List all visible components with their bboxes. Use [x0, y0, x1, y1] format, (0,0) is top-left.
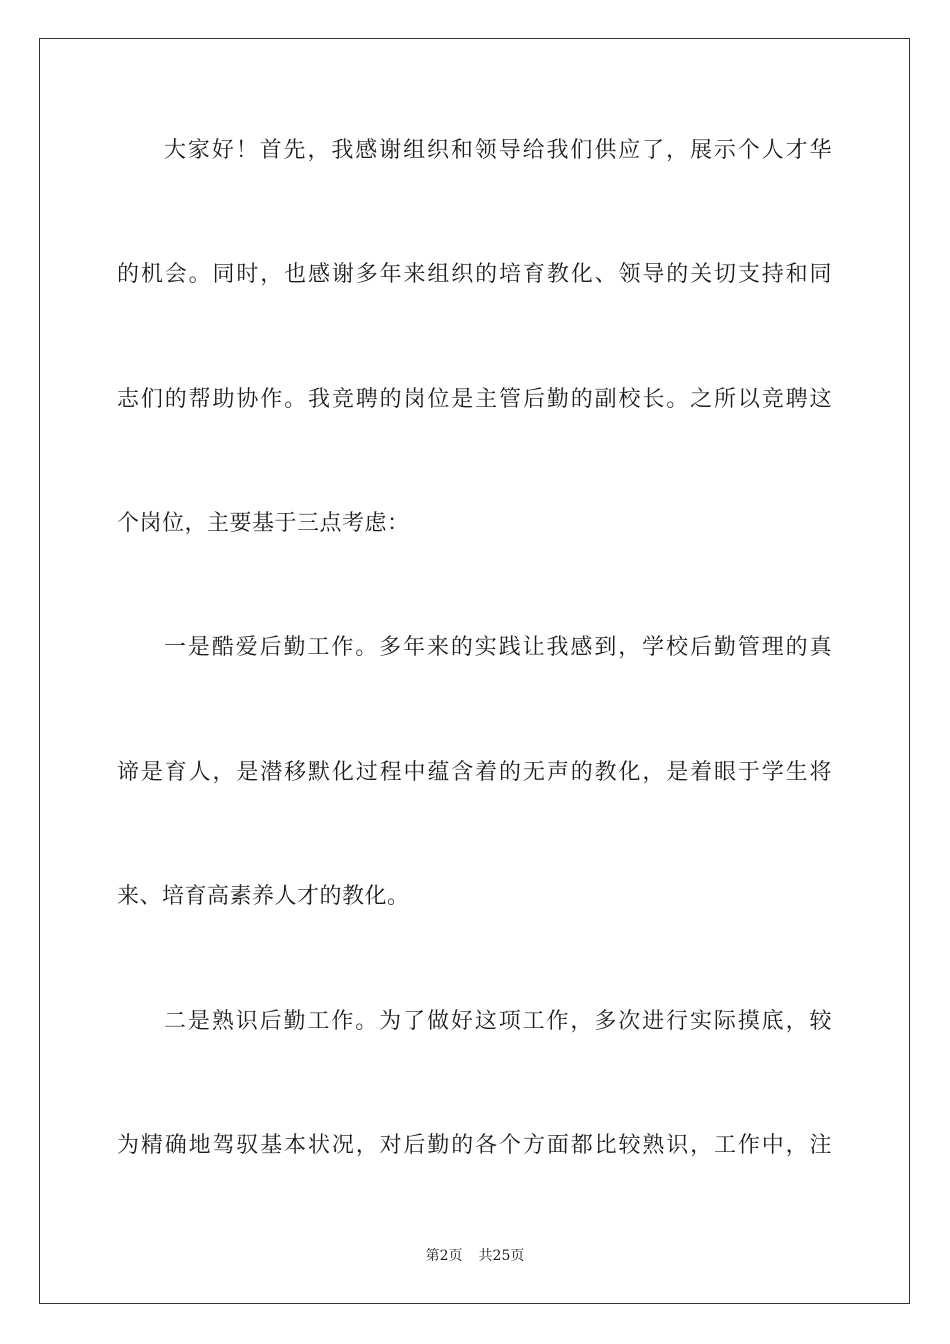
page-border [39, 38, 910, 1304]
paragraph-3-line-1: 二是熟识后勤工作。为了做好这项工作，多次进行实际摸底，较 [164, 1009, 832, 1034]
page-number: 第2页 [425, 1248, 463, 1264]
paragraph-1-line-2: 的机会。同时，也感谢多年来组织的培育教化、领导的关切支持和同 [117, 262, 832, 287]
page-total: 共25页 [478, 1248, 525, 1264]
paragraph-2-line-3: 来、培育高素养人才的教化。 [117, 884, 410, 909]
paragraph-1-line-1: 大家好！首先，我感谢组织和领导给我们供应了，展示个人才华 [164, 138, 832, 163]
paragraph-1-line-4: 个岗位，主要基于三点考虑： [117, 511, 410, 536]
paragraph-2-line-2: 谛是育人，是潜移默化过程中蕴含着的无声的教化，是着眼于学生将 [117, 760, 832, 785]
paragraph-3-line-2: 为精确地驾驭基本状况，对后勤的各个方面都比较熟识，工作中，注 [117, 1133, 832, 1158]
paragraph-2-line-1: 一是酷爱后勤工作。多年来的实践让我感到，学校后勤管理的真 [164, 635, 832, 660]
paragraph-1-line-3: 志们的帮助协作。我竞聘的岗位是主管后勤的副校长。之所以竞聘这 [117, 387, 832, 412]
page-footer [0, 1246, 950, 1266]
